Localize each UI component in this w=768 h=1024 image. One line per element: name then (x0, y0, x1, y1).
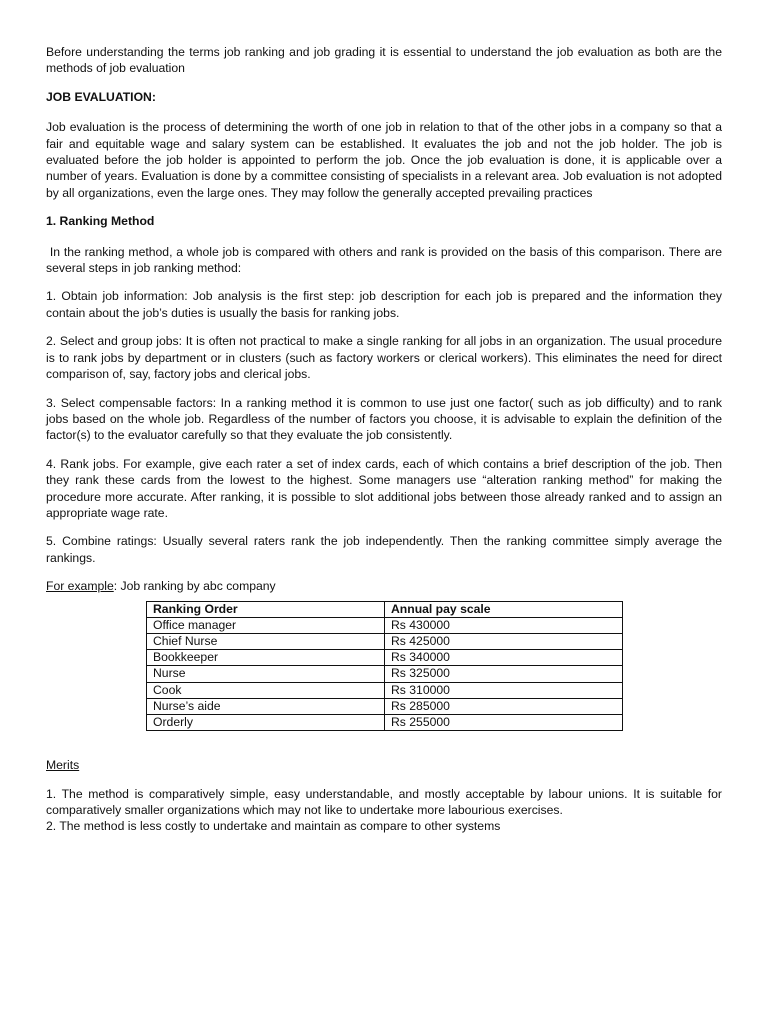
table-cell-job: Bookkeeper (147, 650, 385, 666)
step-paragraph: 3. Select compensable factors: In a ranking method it is common to use just one factor( such as job difficulty) and to rank jobs based on the whole job. Regardless of the number of factors you choose, it is advisable to explain the definition of the factor(s) to the evaluator carefully so that they evaluate the job consistently. (46, 395, 722, 443)
job-evaluation-paragraph: Job evaluation is the process of determining the worth of one job in relation to that of the other jobs in a company so that a fair and equitable wage and salary system can be established. It evaluates the job and not the job holder. The job is evaluated before the job holder is appointed to perform the job. Once the job evaluation is done, it is applicable over a number of years. Evaluation is done by a committee consisting of specialists in a relevant area. Job evaluation is not adopted by all organizations, even the large ones. They may follow the generally accepted prevailing practices (46, 120, 722, 200)
column-header-ranking-order: Ranking Order (147, 601, 385, 617)
ranking-method-intro: In the ranking method, a whole job is compared with others and rank is provided on the basis of this comparison. There are several steps in job ranking method: (46, 244, 726, 276)
ranking-method-heading: 1. Ranking Method (46, 214, 155, 229)
table-row (147, 617, 623, 633)
table-cell-job: Nurse’s aide (147, 698, 385, 714)
step-paragraph: 2. Select and group jobs: It is often not practical to make a single ranking for all jobs in an organization. The usual procedure is to rank jobs by department or in clusters (such as factory workers or clerical workers). This eliminates the need for direct comparison of, say, factory jobs and clerical jobs. (46, 334, 722, 382)
example-line (46, 578, 722, 594)
step-paragraph: 4. Rank jobs. For example, give each rater a set of index cards, each of which contains a brief description of the job. Then they rank these cards from the lowest to the highest. Some managers use “alteration ranking method” for making the procedure more accurate. After ranking, it is possible to slot additional jobs between those already ranked and to assign an appropriate wage rate. (46, 456, 722, 520)
table-row (147, 650, 623, 666)
example-label: For example (46, 579, 114, 594)
merits-heading: Merits (46, 758, 80, 773)
column-header-annual-pay-scale: Annual pay scale (385, 601, 623, 617)
table-row (147, 698, 623, 714)
step-paragraph: 1. Obtain job information: Job analysis is the first step: job description for each job is prepared and the information they contain about the job’s duties is usually the basis for ranking jobs. (46, 289, 722, 320)
table-cell-pay: Rs 425000 (385, 633, 623, 649)
table-cell-job: Office manager (147, 617, 385, 633)
merit-item: 2. The method is less costly to undertake and maintain as compare to other systems (46, 819, 501, 834)
table-row (147, 714, 623, 730)
table-cell-pay: Rs 340000 (385, 650, 623, 666)
table-cell-job: Cook (147, 682, 385, 698)
intro-paragraph: Before understanding the terms job ranking and job grading it is essential to understand the job evaluation as both are the methods of job evaluation (46, 45, 722, 76)
job-evaluation-heading: JOB EVALUATION: (46, 89, 156, 104)
table-cell-pay: Rs 430000 (385, 617, 623, 633)
table-header-row (147, 601, 623, 617)
table-row (147, 666, 623, 682)
table-cell-job: Orderly (147, 714, 385, 730)
document-page (46, 44, 726, 835)
example-text: : Job ranking by abc company (113, 579, 276, 594)
table-cell-job: Chief Nurse (147, 633, 385, 649)
table-row (147, 633, 623, 649)
table-cell-job: Nurse (147, 666, 385, 682)
table-cell-pay: Rs 310000 (385, 682, 623, 698)
table-cell-pay: Rs 255000 (385, 714, 623, 730)
table-row (147, 682, 623, 698)
step-paragraph: 5. Combine ratings: Usually several raters rank the job independently. Then the ranking committee simply average the rankings. (46, 534, 722, 565)
ranking-table (146, 601, 623, 732)
table-cell-pay: Rs 325000 (385, 666, 623, 682)
merit-item: 1. The method is comparatively simple, easy understandable, and mostly acceptable by labour unions. It is suitable for comparatively smaller organizations which may not like to undertake more labourious exercises. (46, 786, 722, 817)
table-cell-pay: Rs 285000 (385, 698, 623, 714)
